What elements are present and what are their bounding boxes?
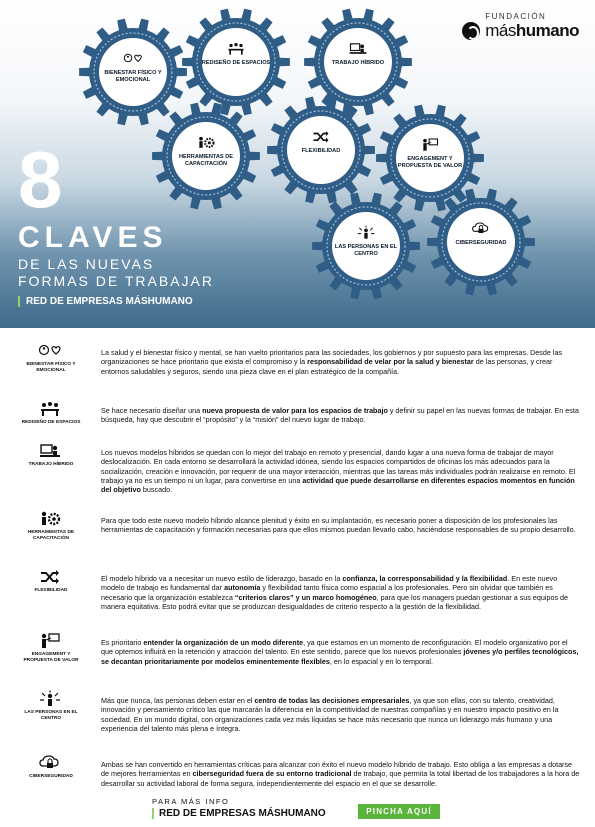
key-item-caption: BIENESTAR FÍSICO Y EMOCIONAL bbox=[26, 362, 76, 374]
presenter-icon bbox=[420, 136, 440, 152]
brand-name-bold: humano bbox=[515, 21, 579, 40]
gear-label: ENGAGEMENT Y PROPUESTA DE VALOR bbox=[397, 156, 463, 169]
gear-label: BIENESTAR FÍSICO Y EMOCIONAL bbox=[104, 70, 162, 83]
gear-label: HERRAMIENTAS DE CAPACITACIÓN bbox=[179, 154, 233, 167]
hero-subtitle-2: FORMAS DE TRABAJAR bbox=[18, 273, 214, 289]
training-gear-icon bbox=[38, 509, 62, 527]
key-item-text: El modelo híbrido va a necesitar un nuevo estilo de liderazgo, basado en la confianza, la corresponsabilidad y la flexibilidad. En este nuevo modelo de trabajo es fundamental dar autonomía y flexibilidad tanto física como espacial a los profesionales. Pero sin olvidar que también es necesario que la organización establezca “criterios claros” y un marco homogéneo, para que los managers puedan gestionar a sus equipos de manera equitativa. Esto podrá evitar que se produzcan desigualdades de criterio respecto a la gestión de la flexibilidad. bbox=[101, 574, 569, 611]
footer bbox=[0, 795, 595, 827]
gear-label: CIBERSEGURIDAD bbox=[455, 240, 507, 246]
key-item-text: Se hace necesario diseñar una nueva propuesta de valor para los espacios de trabajo y definir su papel en las nuevas formas de trabajar. En esta búsqueda, hay que descubrir el “propósito” y la “misión” del nuevo lugar de trabajo. bbox=[101, 406, 579, 425]
key-item-text: Es prioritario entender la organización de un modo diferente, ya que estamos en un momento de reconfiguración. El modelo organizativo por el que optemos influirá en la retención y atracción del talento. En este sentido, parece que los nuevos profesionales jóvenes y/o perfiles tecnológicos, se decantan prioritariamente por modelos eminentemente flexibles, en lo espacial y en lo temporal. bbox=[101, 638, 579, 666]
footer-network: RED DE EMPRESAS MÁSHUMANO bbox=[152, 808, 326, 819]
hero-banner bbox=[0, 0, 595, 328]
key-item-caption: HERRAMIENTAS DE CAPACITACIÓN bbox=[27, 530, 75, 542]
meeting-table-icon bbox=[226, 40, 246, 56]
presenter-icon bbox=[38, 631, 62, 649]
wellbeing-icon bbox=[38, 341, 62, 359]
more-info-label: PARA MÁS INFO bbox=[152, 797, 230, 806]
desk-worker-icon bbox=[38, 441, 62, 459]
gear-label: FLEXIBILIDAD bbox=[301, 148, 341, 154]
cta-button[interactable]: PINCHA AQUÍ bbox=[358, 804, 440, 819]
hero-subtitle-1: DE LAS NUEVAS bbox=[18, 256, 155, 272]
brand-name-light: más bbox=[485, 21, 516, 40]
logo-mark-icon bbox=[462, 22, 480, 40]
wellbeing-icon bbox=[123, 50, 143, 66]
cloud-lock-icon bbox=[471, 220, 491, 236]
key-item-caption: FLEXIBILIDAD bbox=[34, 588, 68, 593]
key-item-caption: REDISEÑO DE ESPACIOS bbox=[21, 420, 81, 425]
key-item-caption: CIBERSEGURIDAD bbox=[29, 774, 73, 779]
shuffle-icon bbox=[311, 128, 331, 144]
key-item-text: Más que nunca, las personas deben estar en el centro de todas las decisiones empresariales, ya que son ellas, con su talento, creatividad, innovación y pensamiento crítico las que marcarán la diferencia en la competitividad de nuestras compañías y en nuestro impacto positivo en la sociedad. En un mundo digital, con organizaciones cada vez más líquidas se hace más necesario que nunca un liderazgo más humano y una experiencia del talento más plena e íntegra. bbox=[101, 696, 559, 733]
key-item-caption: TRABAJO HÍBRIDO bbox=[28, 462, 74, 467]
gear-label: LAS PERSONAS EN EL CENTRO bbox=[334, 244, 398, 257]
training-gear-icon bbox=[196, 134, 216, 150]
key-item-text: Para que todo este nuevo modelo híbrido alcance plenitud y éxito en su implantación, es necesario poner a disposición de los profesionales las herramientas de capacitación y formación necesarias para que ellos mismos puedan llevarlo cabo, haciéndose responsables de su propio desarrollo. bbox=[101, 516, 576, 535]
brand-logo[interactable] bbox=[462, 12, 579, 41]
gear-label: REDISEÑO DE ESPACIOS bbox=[201, 60, 271, 66]
desk-worker-icon bbox=[348, 40, 368, 56]
hero-number: 8 bbox=[18, 135, 63, 224]
person-center-icon bbox=[356, 224, 376, 240]
meeting-table-icon bbox=[38, 399, 62, 417]
key-item-caption: ENGAGEMENT Y PROPUESTA DE VALOR bbox=[23, 652, 79, 664]
person-center-icon bbox=[38, 689, 62, 707]
key-item-text: La salud y el bienestar físico y mental, se han vuelto prioritarios para las sociedades, los gobiernos y por supuesto para las empresas. Desde las organizaciones se hace prioritario que exista el compromiso y la responsabilidad de velar por la salud y bienestar de las personas, y crear entornos saludables y seguros, siendo una pieza clave en el plan estratégico de la compañía. bbox=[101, 348, 563, 376]
key-item-text: Los nuevos modelos híbridos se quedan con lo mejor del trabajo en remoto y presencial, dando lugar a una nueva forma de trabajar de mayor deslocalización. En cada entorno se desarrollará la actividad idónea, siendo los espacios compartidos de oficinas los más adecuados para la socialización, creación e innovación, por requerir de una mayor interacción, mientras que las tareas más individuales podrán realizarse en remoto. El trabajo ya no es un tiempo ni un lugar, para convertirse en una actividad que puede desarrollarse en diferentes espacios momentos en función del objetivo buscado. bbox=[101, 448, 576, 495]
key-item-text: Ambas se han convertido en herramientas críticas para alcanzar con éxito el nuevo modelo híbrido de trabajo. Esto obliga a las empresas a dotarse de mejores herramientas en ciberseguridad fuera de su entorno tradicional de trabajo, que permita la total libertad de los trabajadores a la hora de desarrollar su actividad laboral de forma segura, independientemente del espacio en el que se desarrolle. bbox=[101, 760, 580, 788]
cloud-lock-icon bbox=[38, 753, 62, 771]
brand-name bbox=[485, 21, 579, 41]
key-item-caption: LAS PERSONAS EN EL CENTRO bbox=[24, 710, 78, 722]
gear-label: TRABAJO HÍBRIDO bbox=[331, 60, 385, 66]
foundation-label: FUNDACIÓN bbox=[485, 12, 547, 21]
network-tag: RED DE EMPRESAS MÁSHUMANO bbox=[18, 296, 193, 307]
shuffle-icon bbox=[38, 567, 62, 585]
hero-title: CLAVES bbox=[18, 221, 168, 254]
